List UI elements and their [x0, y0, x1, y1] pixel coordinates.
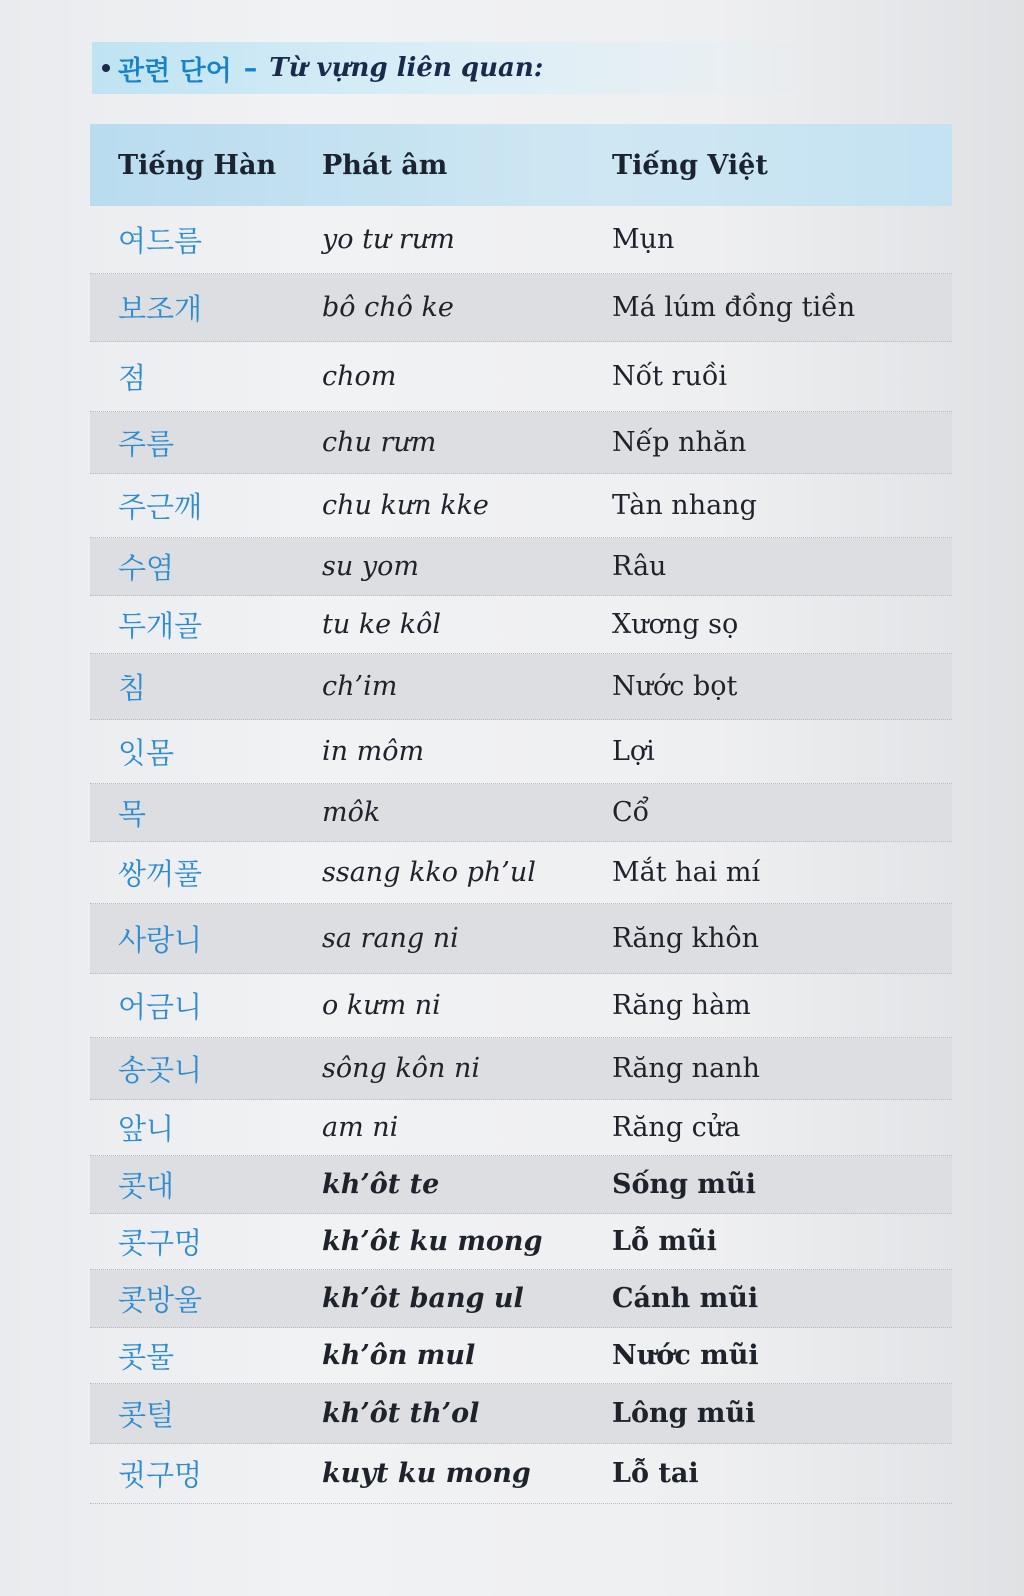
- table-row: [90, 720, 952, 784]
- cell-korean: 주름: [118, 427, 175, 461]
- table-row: [90, 274, 952, 342]
- cell-pronunciation: ssang kko ph’ul: [322, 857, 536, 888]
- cell-korean: 콧구멍: [118, 1226, 203, 1260]
- cell-vietnamese: Lông mũi: [612, 1398, 756, 1429]
- table-row: [90, 596, 952, 654]
- cell-vietnamese: Nước mũi: [612, 1340, 759, 1371]
- cell-korean: 콧방울: [118, 1283, 203, 1317]
- cell-vietnamese: Mụn: [612, 224, 675, 255]
- cell-vietnamese: Răng khôn: [612, 923, 760, 954]
- table-row: [90, 342, 952, 412]
- header-pronunciation: Phát âm: [322, 149, 448, 181]
- cell-vietnamese: Nốt ruồi: [612, 361, 728, 392]
- table-row: [90, 206, 952, 274]
- cell-korean: 사랑니: [118, 923, 203, 957]
- cell-pronunciation: môk: [322, 797, 381, 828]
- cell-korean: 어금니: [118, 990, 203, 1024]
- header-korean: Tiếng Hàn: [118, 149, 277, 181]
- cell-pronunciation: o kưm ni: [322, 990, 441, 1021]
- table-row: [90, 1384, 952, 1444]
- table-row: [90, 1156, 952, 1214]
- cell-pronunciation: yo tư rưm: [322, 224, 455, 255]
- cell-pronunciation: kh’ôt bang ul: [322, 1283, 524, 1314]
- cell-pronunciation: chu rưm: [322, 427, 437, 458]
- cell-vietnamese: Nước bọt: [612, 671, 738, 702]
- cell-vietnamese: Răng hàm: [612, 990, 751, 1021]
- cell-korean: 콧물: [118, 1340, 175, 1374]
- table-row: [90, 784, 952, 842]
- cell-vietnamese: Nếp nhăn: [612, 427, 747, 458]
- table-row: [90, 1444, 952, 1504]
- table-row: [90, 974, 952, 1038]
- cell-korean: 두개골: [118, 609, 203, 643]
- cell-pronunciation: su yom: [322, 551, 419, 582]
- cell-vietnamese: Xương sọ: [612, 609, 739, 640]
- cell-vietnamese: Mắt hai mí: [612, 857, 761, 888]
- table-row: [90, 1038, 952, 1100]
- cell-vietnamese: Má lúm đồng tiền: [612, 292, 856, 323]
- cell-vietnamese: Sống mũi: [612, 1169, 756, 1200]
- table-row: [90, 904, 952, 974]
- cell-pronunciation: ch’im: [322, 671, 398, 702]
- cell-vietnamese: Cánh mũi: [612, 1283, 759, 1314]
- cell-korean: 여드름: [118, 224, 203, 258]
- cell-pronunciation: bô chô ke: [322, 292, 454, 323]
- table-row: [90, 1270, 952, 1328]
- table-row: [90, 842, 952, 904]
- bullet-dot: [102, 64, 110, 72]
- cell-vietnamese: Răng cửa: [612, 1112, 741, 1143]
- cell-korean: 앞니: [118, 1112, 175, 1146]
- table-row: [90, 1100, 952, 1156]
- section-title-korean: 관련 단어: [118, 55, 232, 87]
- cell-pronunciation: sa rang ni: [322, 923, 459, 954]
- cell-pronunciation: chu kưn kke: [322, 490, 489, 521]
- cell-pronunciation: kuyt ku mong: [322, 1458, 531, 1489]
- cell-vietnamese: Lỗ tai: [612, 1458, 699, 1489]
- cell-vietnamese: Tàn nhang: [612, 490, 757, 521]
- table-body: [90, 206, 952, 1504]
- cell-korean: 점: [118, 361, 147, 395]
- cell-pronunciation: am ni: [322, 1112, 399, 1143]
- table-row: [90, 538, 952, 596]
- cell-korean: 쌍꺼풀: [118, 857, 203, 891]
- cell-pronunciation: in môm: [322, 736, 425, 767]
- cell-korean: 콧대: [118, 1169, 175, 1203]
- table-row: [90, 1214, 952, 1270]
- table-row: [90, 1328, 952, 1384]
- cell-pronunciation: kh’ôt th’ol: [322, 1398, 480, 1429]
- vocabulary-table: [90, 124, 952, 1504]
- cell-korean: 침: [118, 671, 147, 705]
- cell-pronunciation: kh’ôn mul: [322, 1340, 476, 1371]
- cell-korean: 보조개: [118, 292, 203, 326]
- table-row: [90, 412, 952, 474]
- cell-korean: 콧털: [118, 1398, 175, 1432]
- section-title-vietnamese: Từ vựng liên quan:: [269, 53, 544, 83]
- header-vietnamese: Tiếng Việt: [612, 149, 768, 181]
- cell-pronunciation: tu ke kôl: [322, 609, 441, 640]
- cell-vietnamese: Răng nanh: [612, 1053, 760, 1084]
- cell-korean: 주근깨: [118, 490, 203, 524]
- table-row: [90, 474, 952, 538]
- cell-pronunciation: kh’ôt ku mong: [322, 1226, 543, 1257]
- table-header: [90, 124, 952, 206]
- section-header: [92, 42, 812, 94]
- cell-korean: 귓구멍: [118, 1458, 203, 1492]
- cell-korean: 송곳니: [118, 1053, 203, 1087]
- cell-vietnamese: Râu: [612, 551, 667, 582]
- table-row: [90, 654, 952, 720]
- section-title-separator: –: [243, 52, 258, 84]
- cell-vietnamese: Lợi: [612, 736, 655, 767]
- cell-pronunciation: kh’ôt te: [322, 1169, 440, 1200]
- cell-vietnamese: Cổ: [612, 797, 650, 828]
- cell-korean: 잇몸: [118, 736, 175, 770]
- cell-pronunciation: chom: [322, 361, 397, 392]
- cell-pronunciation: sông kôn ni: [322, 1053, 480, 1084]
- cell-vietnamese: Lỗ mũi: [612, 1226, 717, 1257]
- cell-korean: 목: [118, 797, 147, 831]
- cell-korean: 수염: [118, 551, 175, 585]
